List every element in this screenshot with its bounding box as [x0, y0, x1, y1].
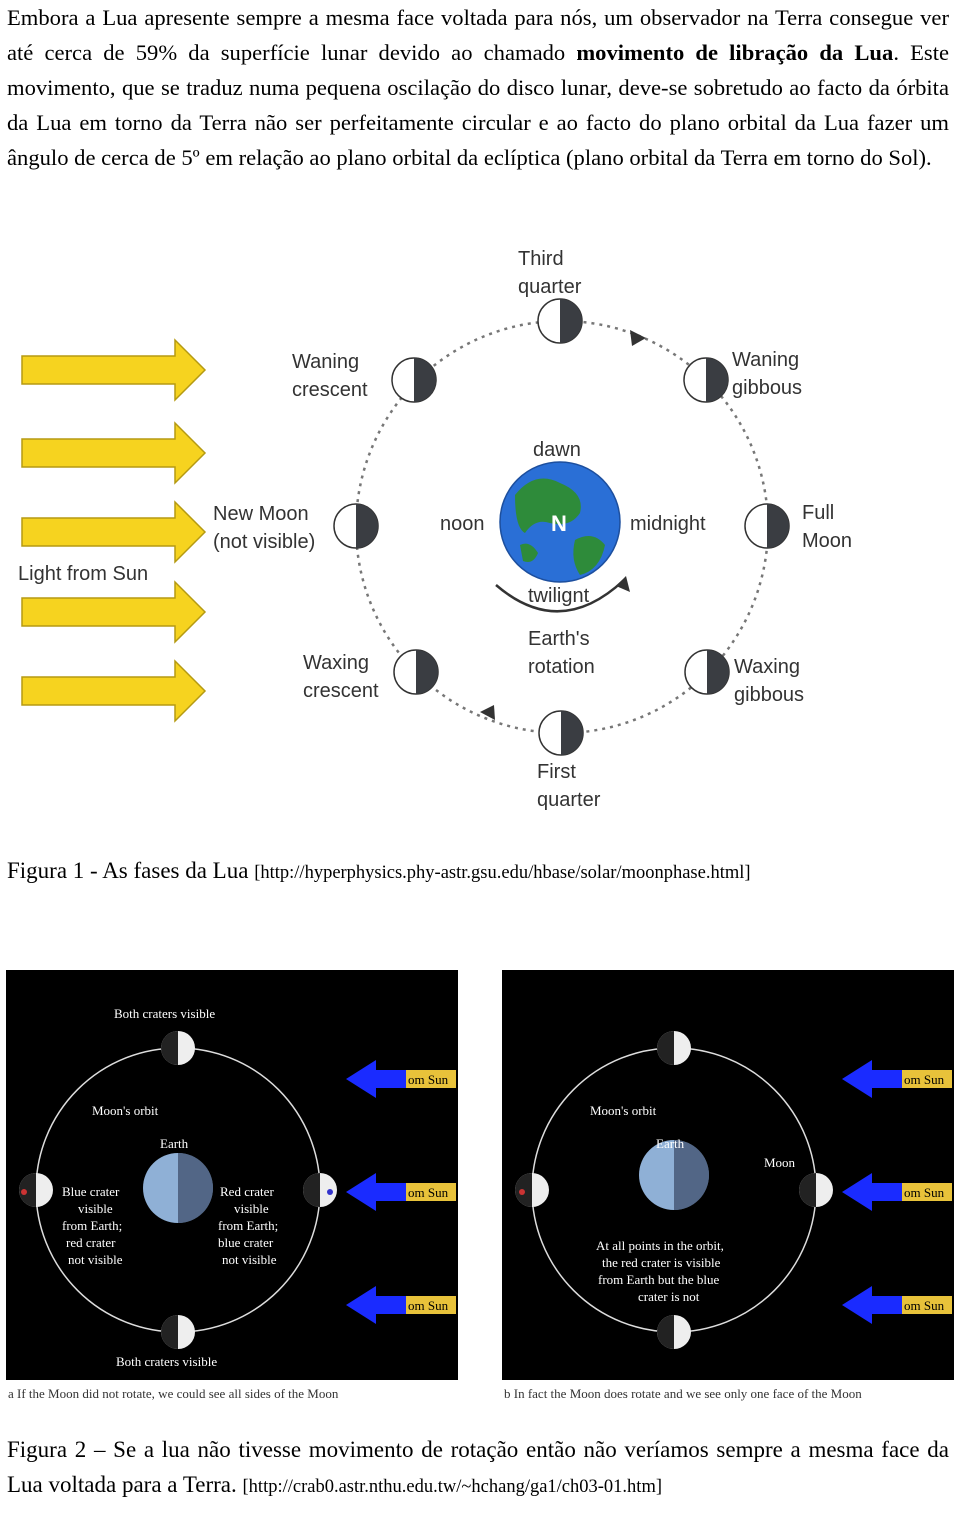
moon-a-bottom	[161, 1315, 195, 1349]
moon-b-bottom	[657, 1315, 691, 1349]
label-waning-crescent-2: crescent	[292, 379, 368, 401]
red-crater-line-2: visible	[234, 1201, 269, 1216]
red-crater-line-5: not visible	[222, 1252, 277, 1267]
label-third-quarter-1: Third	[518, 248, 564, 270]
red-crater-line-3: from Earth;	[218, 1218, 279, 1233]
note-line-3: from Earth but the blue	[598, 1272, 720, 1287]
figure2-caption-text: Figura 2 – Se a lua não tivesse movimento de rotação então não veríamos sempre a mesma face da Lua voltada para a Terra.	[7, 1437, 949, 1497]
label-third-quarter-2: quarter	[518, 276, 582, 298]
north-label: N	[551, 511, 567, 536]
moon-new	[334, 504, 378, 548]
sun-arrow-2	[22, 423, 205, 483]
label-new-moon-1: New Moon	[213, 503, 309, 525]
moon-waxing-crescent	[394, 650, 438, 694]
paragraph-part2: . Este movimento, que se traduz numa pequena oscilação do disco lunar, deve-se sobretudo ao facto da órbita da Lua em torno da Terra não ser perfeitamente circular e ao facto do plano orbital da Lua fazer um ângulo de cerca de 5º em relação ao plano orbital da eclíptica (plano orbital da Terra em torno do Sol).	[7, 40, 950, 170]
sun-label-b2: om Sun	[904, 1185, 945, 1200]
red-crater-text	[218, 1184, 278, 1267]
red-crater-line-4: blue crater	[218, 1235, 274, 1250]
moon-a-left	[19, 1173, 53, 1207]
moon-third-quarter	[538, 299, 582, 343]
moon-waning-gibbous	[684, 358, 728, 402]
figure2-source: [http://crab0.astr.nthu.edu.tw/~hchang/ga1/ch03-01.htm]	[242, 1477, 662, 1497]
blue-crater-line-5: not visible	[68, 1252, 123, 1267]
earth-label-b: Earth	[656, 1136, 685, 1151]
both-craters-bottom-a: Both craters visible	[116, 1354, 218, 1369]
moon-waxing-gibbous	[685, 650, 729, 694]
sun-arrow-5	[22, 661, 205, 721]
sun-arrow-1	[22, 340, 205, 400]
moons-orbit-a: Moon's orbit	[92, 1103, 159, 1118]
moon-a-top	[161, 1031, 195, 1065]
note-line-4: crater is not	[638, 1289, 700, 1304]
sun-label-b3: om Sun	[904, 1298, 945, 1313]
paragraph-bold-term: movimento de libração da Lua	[576, 40, 894, 65]
moon-b-left	[515, 1173, 549, 1207]
label-midnight: midnight	[630, 513, 706, 535]
figure2b-panel	[502, 970, 954, 1405]
moon-b-right	[799, 1173, 833, 1207]
moon-first-quarter	[539, 711, 583, 755]
light-from-sun-label: Light from Sun	[18, 563, 149, 585]
sun-arrows	[22, 340, 205, 721]
label-waxing-gibbous-1: Waxing	[734, 656, 800, 678]
sun-label-b1: om Sun	[904, 1072, 945, 1087]
label-waning-gibbous-1: Waning	[732, 349, 800, 371]
figure2a-panel	[6, 970, 458, 1405]
blue-crater-line-1: Blue crater	[62, 1184, 120, 1199]
label-earths-rotation-1: Earth's	[528, 628, 590, 650]
label-noon: noon	[440, 513, 485, 535]
moon-phases-diagram	[0, 230, 960, 830]
label-waning-crescent-1: Waning	[292, 351, 360, 373]
red-crater-line-1: Red crater	[220, 1184, 274, 1199]
intro-paragraph	[7, 0, 949, 175]
figure1-source: [http://hyperphysics.phy-astr.gsu.edu/hbase/solar/moonphase.html]	[254, 863, 751, 883]
label-waxing-gibbous-2: gibbous	[734, 684, 805, 706]
earth-globe	[500, 462, 620, 582]
moons-orbit-b: Moon's orbit	[590, 1103, 657, 1118]
figure1-caption-text: Figura 1 - As fases da Lua	[7, 858, 255, 883]
earth-a	[143, 1153, 213, 1223]
figure1-caption	[7, 858, 751, 884]
paragraph-part1: Embora a Lua apresente sempre a mesma face voltada para nós, um observador na Terra consegue ver até cerca de 59% da superfície lunar devido ao chamado	[7, 5, 949, 65]
note-line-2: the red crater is visible	[602, 1255, 721, 1270]
moon-label-b: Moon	[764, 1155, 796, 1170]
label-waxing-crescent-2: crescent	[303, 680, 379, 702]
blue-crater-line-4: red crater	[66, 1235, 116, 1250]
label-first-quarter-1: First	[537, 761, 576, 783]
caption-b: b In fact the Moon does rotate and we see only one face of the Moon	[504, 1386, 862, 1401]
sun-label-a1: om Sun	[408, 1072, 449, 1087]
label-full-moon-2: Moon	[802, 530, 853, 552]
earth-label-a: Earth	[160, 1136, 189, 1151]
label-twilight: twilignt	[528, 585, 590, 607]
label-waxing-crescent-1: Waxing	[303, 652, 369, 674]
blue-crater-text	[62, 1184, 123, 1267]
moon-full	[745, 504, 789, 548]
sun-arrow-4	[22, 582, 205, 642]
blue-crater-line-2: visible	[78, 1201, 113, 1216]
note-line-1: At all points in the orbit,	[596, 1238, 724, 1253]
both-craters-top-a: Both craters visible	[114, 1006, 216, 1021]
moon-a-right	[303, 1173, 337, 1207]
blue-crater-line-3: from Earth;	[62, 1218, 123, 1233]
sun-label-a3: om Sun	[408, 1298, 449, 1313]
label-waning-gibbous-2: gibbous	[732, 377, 803, 399]
sun-arrow-3	[22, 502, 205, 562]
orbit-arrow-top	[630, 330, 646, 346]
label-earths-rotation-2: rotation	[528, 656, 595, 678]
label-full-moon-1: Full	[802, 502, 835, 524]
sun-label-a2: om Sun	[408, 1185, 449, 1200]
label-dawn: dawn	[533, 439, 581, 461]
figure2-caption	[7, 1432, 949, 1505]
moon-b-top	[657, 1031, 691, 1065]
rotation-arrowhead	[616, 576, 630, 592]
label-new-moon-2: (not visible)	[213, 531, 316, 553]
caption-a: a If the Moon did not rotate, we could see all sides of the Moon	[8, 1386, 339, 1401]
label-first-quarter-2: quarter	[537, 789, 601, 811]
moon-waning-crescent	[392, 358, 436, 402]
